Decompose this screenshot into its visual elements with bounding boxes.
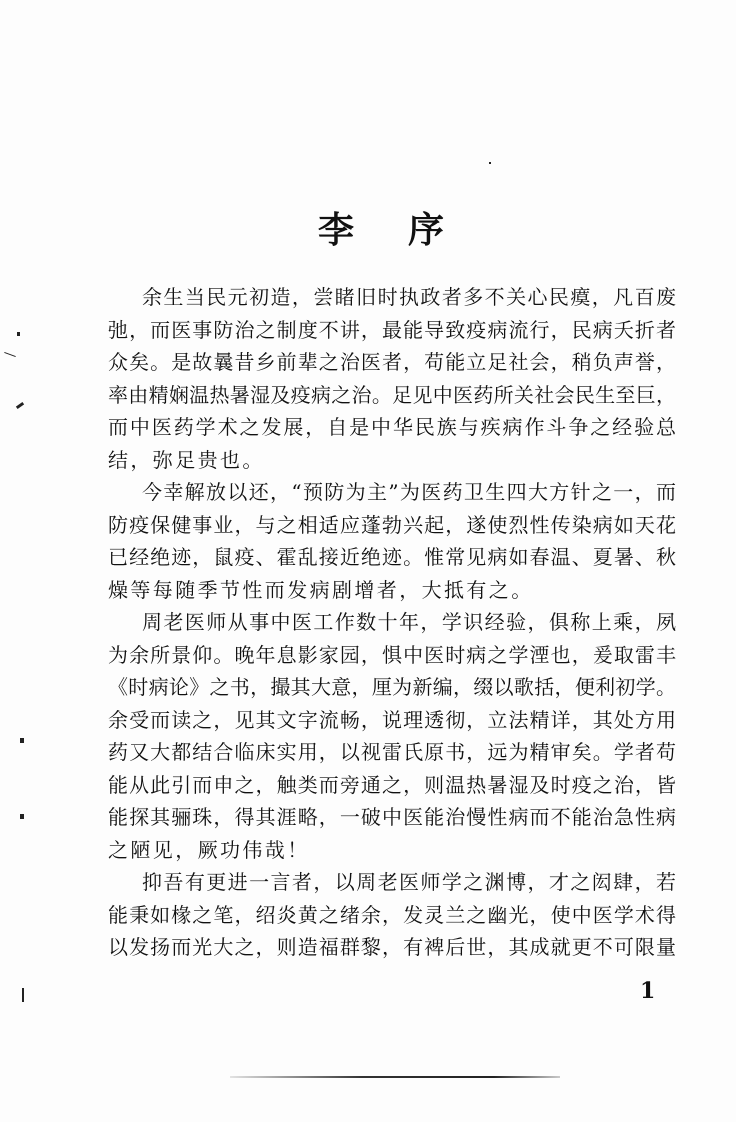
- text-line: 周老医师从事中医工作数十年，学识经验，俱称上乘，夙: [142, 610, 676, 634]
- text-line: 今幸解放以还，“预防为主”为医药卫生四大方针之一，而: [142, 480, 676, 504]
- title-char-li: 李: [318, 209, 355, 251]
- scan-speck: [4, 352, 16, 357]
- title-char-xu: 序: [408, 209, 445, 251]
- text-line: 而中医药学术之发展，自是中华民族与疾病作斗争之经验总: [108, 415, 676, 439]
- text-line: 余受而读之，见其文字流畅，说理透彻，立法精详，其处方用: [108, 707, 676, 732]
- text-line: 能秉如椽之笔，绍炎黄之绪余，发灵兰之幽光，使中医学术得: [108, 902, 676, 927]
- text-line: 药又大都结合临床实用，以视雷氏原书，远为精审矣。学者苟: [108, 740, 676, 764]
- text-line: 为余所景仰。晚年息影家园，惧中医时病之学湮也，爰取雷丰: [108, 642, 676, 667]
- page-number: 1: [640, 978, 656, 1004]
- scan-speck: [20, 814, 24, 819]
- text-line: 能从此引而申之，触类而旁通之，则温热暑湿及时疫之治，皆: [108, 772, 676, 797]
- text-line: 率由精娴温热暑湿及疫病之治。足见中医药所关社会民生至巨，: [108, 382, 676, 407]
- text-line: 余生当民元初造，尝睹旧时执政者多不关心民瘼，凡百废: [142, 285, 676, 309]
- text-line: 结，弥足贵也。: [108, 447, 265, 472]
- text-line: 能探其骊珠，得其涯略，一破中医能治慢性病而不能治急性病: [108, 805, 676, 829]
- text-line: 《时病论》之书，撮其大意，厘为新编，缀以歌括，便利初学。: [108, 675, 676, 699]
- text-line: 弛，而医事防治之制度不讲，最能导致疫病流行，民病夭折者: [108, 317, 676, 342]
- text-line: 之陋见，厥功伟哉！: [108, 837, 310, 862]
- text-line: 以发扬而光大之，则造福群黎，有裨后世，其成就更不可限量: [108, 935, 676, 959]
- text-line: 已经绝迹，鼠疫、霍乱接近绝迹。惟常见病如春温、夏暑、秋: [108, 545, 676, 569]
- text-line: 防疫保健事业，与之相适应蓬勃兴起，遂使烈性传染病如天花: [108, 512, 676, 537]
- scan-speck: [489, 162, 491, 164]
- scan-edge-line: [230, 1076, 560, 1078]
- text-line: 抑吾有更进一言者，以周老医师学之渊博，才之闳肆，若: [142, 870, 676, 894]
- text-line: 燥等每随季节性而发病剧增者，大抵有之。: [108, 577, 534, 602]
- scan-speck: [16, 402, 24, 409]
- scan-speck: [22, 988, 24, 1002]
- scan-speck: [20, 738, 24, 743]
- scan-speck: [17, 332, 20, 336]
- text-line: 众矣。是故曩昔乡前辈之治医者，苟能立足社会，稍负声誉，: [108, 350, 676, 374]
